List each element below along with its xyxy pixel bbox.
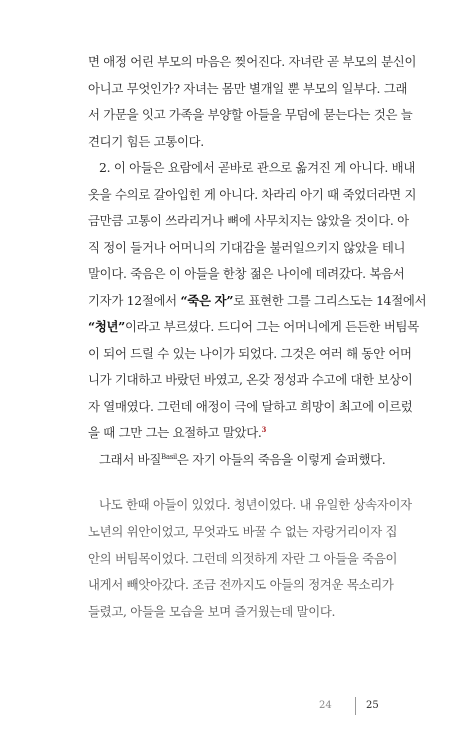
text-line: 서 가문을 잇고 가족을 부양할 아들을 무덤에 묻는다는 것은 늘 [88, 107, 413, 122]
emphasis-young-man: “청년” [88, 319, 125, 334]
text-line: 견디기 힘든 고통이다. [88, 133, 204, 149]
emphasis-dead-one: “죽은 자” [180, 292, 234, 308]
text-line [88, 314, 419, 341]
text-line: 자 열매였다. 그런데 애정이 극에 달하고 희망이 최고에 이르렀 [88, 398, 413, 414]
text-line: 직 정이 들거나 어머니의 기대감을 불러일으키지 않았을 테니 [88, 239, 406, 255]
folio-divider [355, 697, 356, 715]
text-run: 이라고 부르셨다. 드디어 그는 어머니에게 든든한 버팀목 [125, 319, 419, 334]
quote-line: 노년의 위안이었고, 무엇과도 바꿀 수 없는 자랑거리이자 집 [88, 523, 398, 539]
text-line: 2. 이 아들은 요람에서 곧바로 관으로 옮겨진 게 아니다. 배내 [99, 160, 416, 175]
text-line [88, 288, 427, 315]
page-number-right: 25 [366, 700, 379, 711]
text-run: 을 때 그만 그는 요절하고 말았다. [88, 425, 262, 440]
quote-line: 나도 한때 아들이 있었다. 청년이었다. 내 유일한 상속자이자 [99, 497, 412, 512]
quote-line: 내게서 빼앗아갔다. 조금 전까지도 아들의 정겨운 목소리가 [88, 577, 394, 593]
text-line: 금만큼 고통이 쓰라리거나 뼈에 사무치지는 않았을 것이다. 아 [88, 213, 409, 228]
text-run: 은 자기 아들의 죽음을 이렇게 슬퍼했다. [176, 451, 386, 467]
text-line: 니가 기대하고 바랐던 바였고, 온갖 정성과 수고에 대한 보상이 [88, 372, 413, 387]
text-line: 옷을 수의로 갈아입힌 게 아니다. 차라리 아기 때 죽었더라면 지 [88, 186, 417, 202]
page-number-left: 24 [319, 700, 332, 711]
text-line: 이 되어 드릴 수 있는 나이가 되었다. 그것은 여러 해 동안 어머 [88, 345, 412, 361]
quote-line: 안의 버팀목이었다. 그런데 의젓하게 자란 그 아들을 죽음이 [88, 550, 398, 566]
text-run: 기자가 12절에서 [88, 292, 181, 308]
latin-name-superscript: Basil [161, 452, 177, 461]
block-quote [88, 492, 414, 626]
text-line: 아니고 무엇인가? 자녀는 몸만 별개일 뿐 부모의 일부다. 그래 [88, 80, 408, 96]
text-run: 로 표현한 그를 그리스도는 14절에서 [233, 292, 427, 308]
text-line [88, 447, 414, 474]
text-run: 그래서 바질 [99, 451, 161, 467]
text-line: 면 애정 어린 부모의 마음은 찢어진다. 자녀란 곧 부모의 분신이 [88, 54, 417, 69]
text-line [88, 420, 414, 447]
quote-line: 들렸고, 아들을 모습을 보며 즐거웠는데 말이다. [88, 604, 336, 620]
main-text-block [88, 49, 427, 473]
footnote-marker[interactable]: 3 [261, 425, 267, 434]
text-line: 말이다. 죽음은 이 아들을 한창 젊은 나이에 데려갔다. 복음서 [88, 266, 405, 281]
